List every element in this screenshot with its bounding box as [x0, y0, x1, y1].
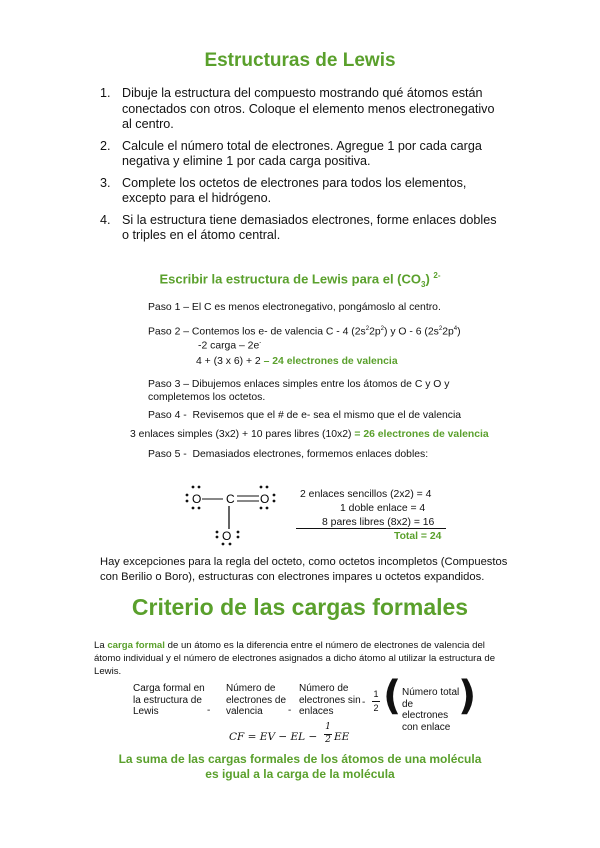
- page-title: Estructuras de Lewis: [204, 50, 396, 71]
- paren-left: (: [383, 673, 402, 719]
- carga-line: -2 carga – 2e-: [198, 340, 262, 352]
- sum-line: 4 + (3 x 6) + 2 – 24 electrones de valencia: [196, 356, 398, 367]
- atom-c: C: [226, 492, 235, 506]
- step-text: Complete los octetos de electrones para todos los elementos, excepto para el hidrógeno.: [122, 175, 467, 205]
- paso-5: Paso 5 - Demasiados electrones, formemos enlaces dobles:: [148, 449, 429, 460]
- tally-divider: [296, 528, 446, 529]
- minus-2: -: [288, 705, 292, 716]
- atom-o-right: O: [260, 492, 270, 506]
- minus-3: -: [362, 697, 366, 708]
- conclusion: La suma de las cargas formales de los átomos de una molécula es igual a la carga de la molécula: [118, 752, 482, 781]
- steps-list: [100, 86, 500, 250]
- section-title: Criterio de las cargas formales: [131, 594, 469, 620]
- tally-line-1: 2 enlaces sencillos (2x2) = 4: [300, 489, 432, 500]
- tally-line-2: 1 doble enlace = 4: [340, 503, 426, 514]
- box-electrones-sin-enlaces: Número de electrones sin enlaces: [299, 683, 361, 717]
- atom-o-left: O: [192, 492, 202, 506]
- fraction-numerator: 1: [373, 689, 379, 699]
- fraction-denominator: 2: [373, 703, 379, 713]
- list-item: 4. Si la estructura tiene demasiados electrones, forme enlaces dobles o triples en el átomo central.: [100, 212, 497, 242]
- paren-right: ): [458, 673, 477, 719]
- formula-right: EE: [334, 731, 350, 743]
- list-item: 2. Calcule el número total de electrones. Agregue 1 por cada carga negativa y elimine 1 por cada carga positiva.: [100, 138, 482, 168]
- paso-4: Paso 4 - Revisemos que el # de e- sea el mismo que el de valencia: [148, 410, 462, 421]
- fraction-bar: [372, 701, 380, 702]
- atom-o-bottom: O: [222, 529, 232, 543]
- step-text: Calcule el número total de electrones. Agregue 1 por cada carga negativa y elimine 1 por cada carga positiva.: [122, 138, 482, 168]
- paso-2: Paso 2 – Contemos los e- de valencia C - 4 $(2s^22p^2)$ y O - 6 $(2s^22p^4)$: [148, 326, 461, 338]
- step-text: Dibuje la estructura del compuesto mostrando qué átomos están conectados con otros. Coloque el elemento menos electronegativo al centro.: [122, 86, 495, 131]
- list-item: 3. Complete los octetos de electrones para todos los elementos, excepto para el hidrógeno.: [100, 175, 467, 205]
- formal-definition: La carga formal de un átomo es la diferencia entre el número de electrones de valencia del átomo individual y el número de electrones asignados a dicho átomo al utilizar la estructura de Lewis.: [94, 640, 496, 677]
- exceptions-text: Hay excepciones para la regla del octeto, como octetos incompletos (Compuestos con Berilio o Boro), estructuras con electrones impares u octetos expandidos.: [100, 556, 508, 583]
- list-item: 1. Dibuje la estructura del compuesto mostrando qué átomos están conectados con otros. Coloque el elemento menos electronegativo al centro.: [100, 86, 495, 131]
- minus-1: -: [207, 705, 211, 716]
- tally-total: Total = 24: [394, 531, 442, 542]
- formula-left: CF = EV − EL −: [229, 731, 318, 743]
- box-carga-formal: Carga formal en la estructura de Lewis: [133, 683, 205, 717]
- box-electrones-valencia: Número de electrones de valencia: [226, 683, 287, 717]
- lewis-structure: [180, 478, 290, 548]
- paso-1: Paso 1 – El C es menos electronegativo, pongámoslo al centro.: [148, 302, 441, 313]
- formula-fraction-num: 1: [325, 722, 331, 732]
- paso-3: Paso 3 – Dibujemos enlaces simples entre los átomos de C y O y completemos los octetos.: [148, 379, 450, 403]
- tally-line-3: 8 pares libres (8x2) = 16: [322, 517, 435, 528]
- enlaces-line: 3 enlaces simples (3x2) + 10 pares libres (10x2) = 26 electrones de valencia: [130, 429, 489, 440]
- example-title: Escribir la estructura de Lewis para el $(CO_3)$ $^{2-}$: [159, 271, 441, 289]
- box-electrones-con-enlace: Número total de electrones con enlace: [402, 687, 460, 733]
- step-text: Si la estructura tiene demasiados electrones, forme enlaces dobles o triples en el átomo central.: [122, 212, 497, 242]
- formula-fraction-den: 2: [325, 735, 331, 745]
